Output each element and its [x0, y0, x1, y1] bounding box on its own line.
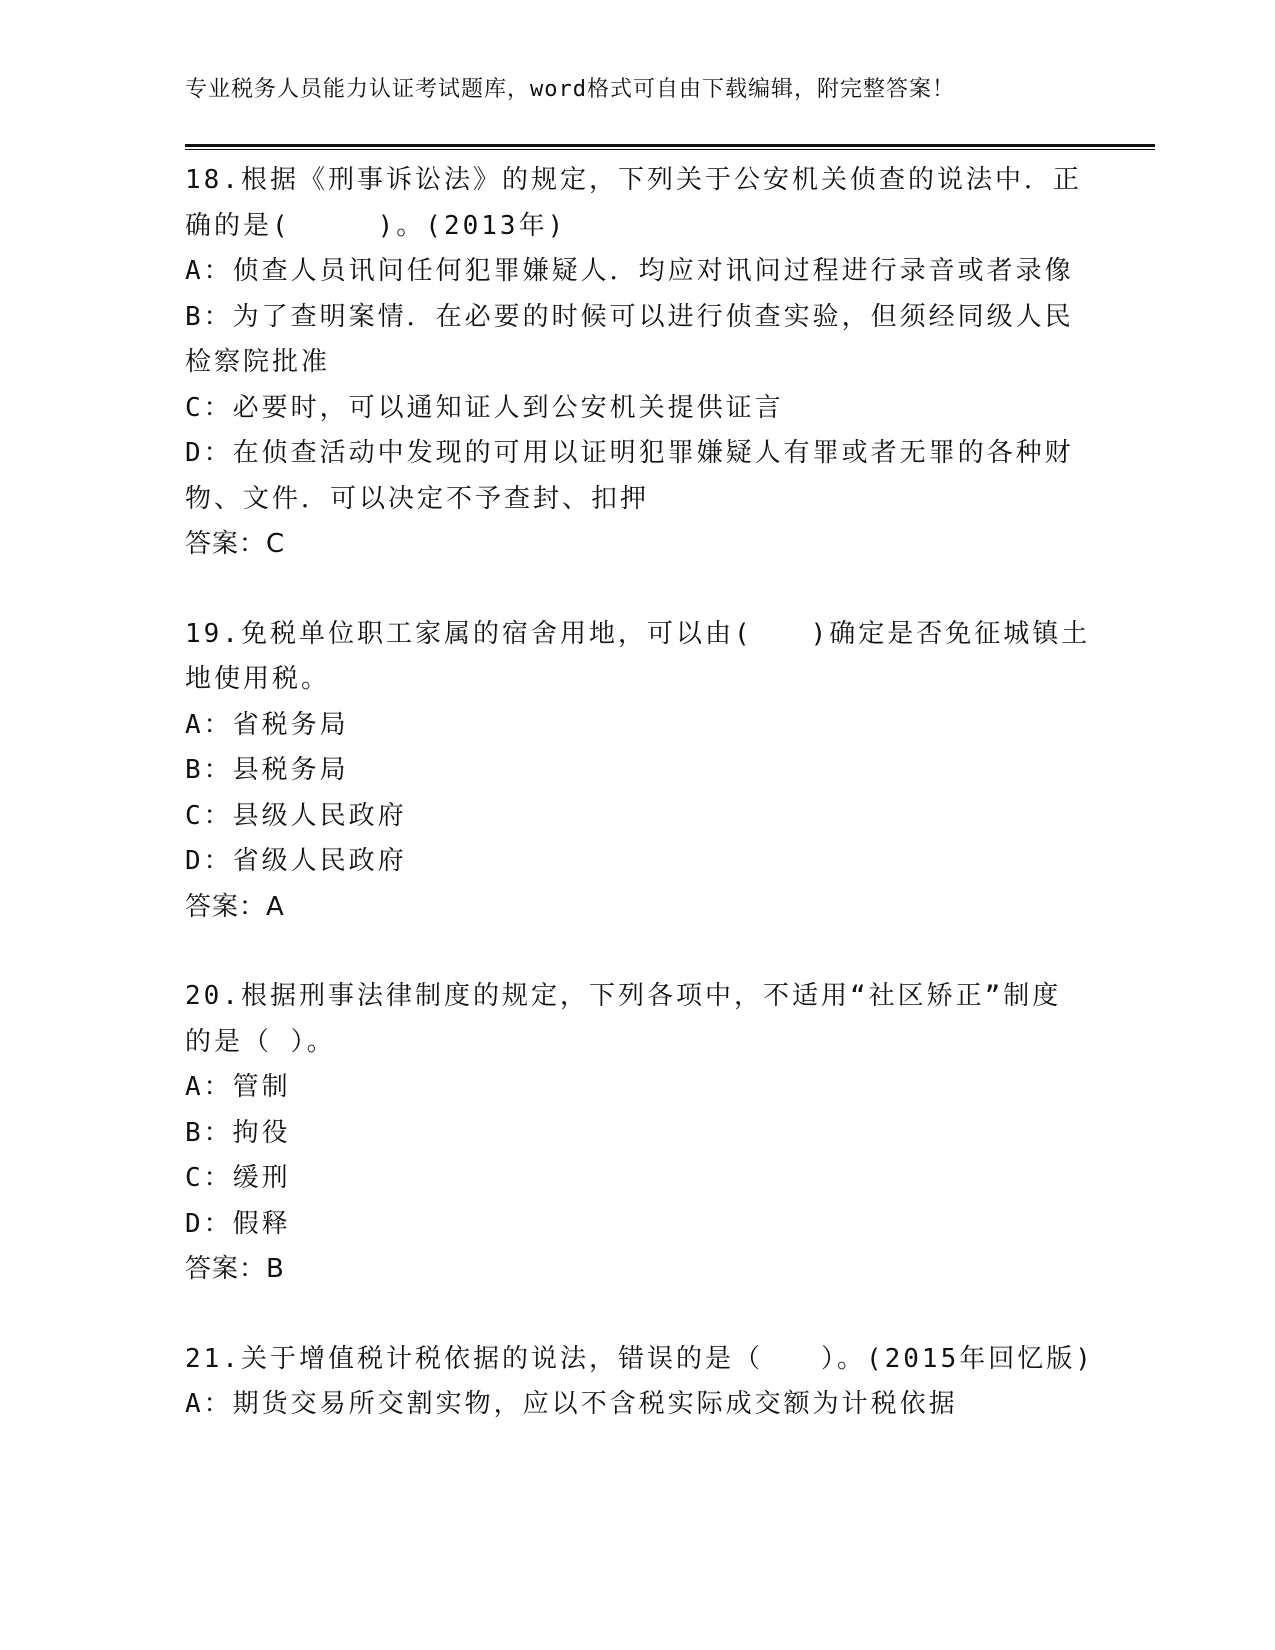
- question-text: 确的是( )。(2013年): [185, 210, 567, 241]
- option-c: C：缓刑: [185, 1163, 291, 1193]
- question-20: [185, 974, 1085, 1293]
- option-b-continued: 检察院批准: [185, 347, 331, 377]
- option-c: C：必要时，可以通知证人到公安机关提供证言: [185, 392, 784, 423]
- option-b: B：为了查明案情．在必要的时候可以进行侦查实验，但须经同级人民: [185, 301, 1074, 332]
- question-text: 的是（ ）。: [185, 1026, 336, 1057]
- answer: 答案：C: [185, 529, 286, 559]
- option-a: A：期货交易所交割实物，应以不含税实际成交额为计税依据: [185, 1389, 958, 1419]
- option-a: A：侦查人员讯问任何犯罪嫌疑人．均应对讯问过程进行录音或者录像: [185, 256, 1074, 286]
- question-text: 19.免税单位职工家属的宿舍用地，可以由( )确定是否免征城镇土: [185, 618, 1091, 649]
- answer: 答案：B: [185, 1254, 285, 1284]
- question-text: 18.根据《刑事诉讼法》的规定，下列关于公安机关侦查的说法中．正: [185, 165, 1082, 195]
- question-text: 21.关于增值税计税依据的说法，错误的是（ ）。(2015年回忆版): [185, 1343, 1094, 1374]
- question-list: [185, 158, 1094, 1472]
- option-b: B：拘役: [185, 1117, 291, 1148]
- header-divider: [185, 144, 1155, 150]
- option-d: D：假释: [185, 1208, 291, 1239]
- option-a: A：管制: [185, 1072, 291, 1102]
- option-d: D：在侦查活动中发现的可用以证明犯罪嫌疑人有罪或者无罪的各种财: [185, 438, 1074, 468]
- option-a: A：省税务局: [185, 709, 349, 740]
- question-text: 20.根据刑事法律制度的规定，下列各项中，不适用“社区矫正”制度: [185, 981, 1062, 1011]
- question-21: [185, 1337, 1094, 1428]
- answer: 答案：A: [185, 891, 285, 922]
- question-18: [185, 158, 1085, 568]
- question-text: 地使用税。: [185, 664, 331, 694]
- option-b: B：县税务局: [185, 755, 349, 785]
- question-19: [185, 612, 1091, 931]
- option-d-continued: 物、文件．可以决定不予查封、扣押: [185, 483, 650, 514]
- option-d: D：省级人民政府: [185, 846, 407, 876]
- option-c: C：县级人民政府: [185, 800, 407, 831]
- page-header: 专业税务人员能力认证考试题库，word格式可自由下载编辑，附完整答案！: [185, 77, 955, 102]
